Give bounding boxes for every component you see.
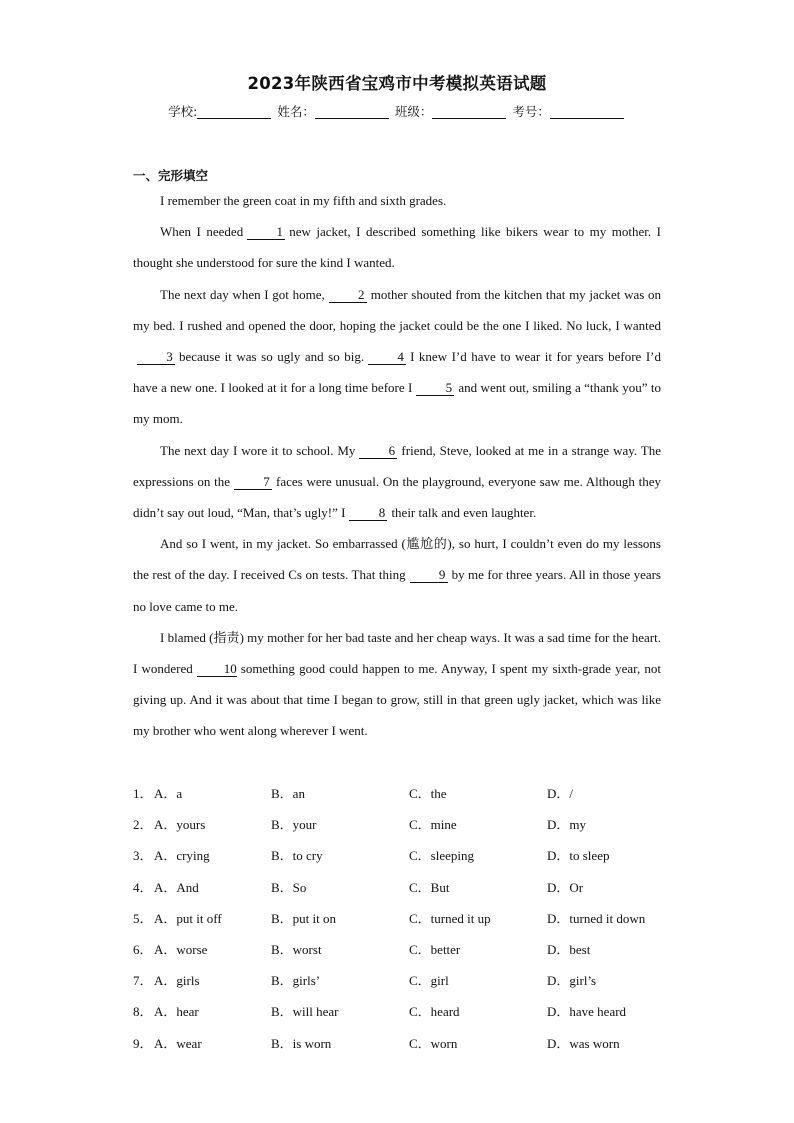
option-b: B．your (271, 817, 317, 833)
option-c: C．sleeping (409, 848, 474, 864)
name-label: 姓名： (277, 104, 315, 119)
question-row (133, 934, 693, 965)
page-title: 2023年陕西省宝鸡市中考模拟英语试题 (247, 74, 547, 93)
option-d: D．best (547, 941, 591, 957)
question-number: 9． (133, 1035, 153, 1051)
passage-text: When I needed (160, 224, 244, 240)
option-b: B．So (271, 879, 307, 895)
blank-5: 5 (416, 381, 454, 396)
passage-text: I knew I’d have to wear it for years before I’d have a new one. I looked at it for a long time before I (133, 349, 661, 396)
passage-text: And so I went, in my jacket. So embarrassed (尴尬的), so hurt, I couldn’t even do my lessons the rest of the day. I received Cs on tests. That thing (133, 536, 661, 583)
passage-text: because it was so ugly and so big. (179, 349, 365, 365)
option-b: B．is worn (271, 1035, 332, 1051)
option-a: A．wear (154, 1035, 202, 1051)
option-b: B．an (271, 786, 305, 801)
blank-1: 1 (247, 225, 285, 240)
option-d: D．have heard (547, 1004, 627, 1020)
question-row (133, 903, 693, 934)
blank-3: 3 (137, 350, 175, 365)
question-row (133, 996, 693, 1027)
option-a: A．worse (154, 941, 208, 957)
passage-text: I blamed (指责) my mother for her bad taste and her cheap ways. It was a sad time for the heart. I wondered (133, 629, 661, 677)
blank-2: 2 (329, 288, 367, 303)
school-blank (197, 105, 271, 119)
option-d: D．to sleep (547, 848, 610, 864)
question-number: 6． (133, 941, 153, 957)
option-b: B．put it on (271, 910, 337, 926)
passage-paragraph (133, 279, 661, 435)
passage-text: The next day I wore it to school. My (160, 442, 356, 458)
section-heading: 一、完形填空 (133, 168, 209, 183)
number-label: 考号： (512, 104, 550, 119)
passage-text: their talk and even laughter. (391, 505, 537, 521)
option-c: C．turned it up (409, 910, 491, 926)
question-number: 8． (133, 1004, 153, 1020)
option-c: C．girl (409, 973, 449, 989)
question-number: 5． (133, 910, 153, 926)
blank-8: 8 (349, 506, 387, 521)
blank-4: 4 (368, 350, 406, 365)
option-a: A．a (154, 786, 183, 801)
question-row (133, 778, 693, 809)
option-d: D．my (547, 817, 587, 833)
question-row (133, 872, 693, 903)
question-number: 7． (133, 973, 153, 989)
question-row (133, 840, 693, 871)
cloze-passage (133, 185, 661, 747)
passage-text: The next day when I got home, (160, 286, 325, 302)
class-label: 班级： (394, 104, 433, 119)
option-d: D．Or (547, 879, 584, 895)
passage-paragraph (133, 216, 661, 278)
question-row (133, 1028, 693, 1059)
passage-paragraph (133, 622, 661, 747)
question-number: 3． (133, 848, 153, 864)
question-options (133, 778, 693, 1059)
question-row (133, 965, 693, 996)
passage-text: new jacket, I described something like bikers wear to my mother. I thought she understood for sure the kind I wanted. (133, 224, 661, 271)
option-c: C．But (409, 879, 450, 895)
passage-text: I remember the green coat in my fifth and sixth grades. (160, 193, 447, 208)
passage-text: mother shouted from the kitchen that my jacket was on my bed. I rushed and opened the door, hoping the jacket could be the one I liked. No luck, I wanted (133, 286, 662, 333)
class-blank (432, 105, 506, 119)
option-a: A．put it off (154, 910, 222, 926)
option-c: C．mine (409, 817, 457, 833)
passage-paragraph (133, 435, 661, 529)
question-number: 4． (133, 879, 153, 895)
option-c: C．worn (409, 1035, 458, 1051)
passage-text: by me for three years. All in those years no love came to me. (133, 567, 661, 614)
question-number: 1． (133, 786, 153, 801)
option-a: A．girls (154, 973, 200, 989)
option-c: C．the (409, 786, 447, 801)
option-d: D．girl’s (547, 973, 597, 989)
option-a: A．crying (154, 848, 210, 864)
blank-7: 7 (234, 475, 272, 490)
option-b: B．to cry (271, 848, 323, 864)
passage-text: faces were unusual. On the playground, everyone saw me. Although they didn’t say out loud, “Man, that’s ugly!” I (133, 473, 661, 521)
passage-paragraph (133, 528, 661, 622)
option-a: A．yours (154, 817, 206, 833)
passage-text: and went out, smiling a “thank you” to my mom. (133, 380, 661, 427)
option-d: D．was worn (547, 1035, 620, 1051)
blank-10: 10 (197, 662, 237, 677)
option-c: C．better (409, 941, 461, 957)
option-b: B．will hear (271, 1004, 339, 1020)
passage-paragraph (133, 185, 661, 216)
name-blank (315, 105, 389, 119)
student-info-line (0, 102, 794, 120)
question-number: 2． (133, 817, 153, 833)
option-b: B．girls’ (271, 973, 321, 989)
blank-6: 6 (359, 444, 397, 459)
school-label: 学校: (168, 104, 198, 119)
passage-text: something good could happen to me. Anyway, I spent my sixth-grade year, not giving up. And it was about that time I began to grow, still in that green ugly jacket, which was like my brother who went along wherever I went. (133, 661, 661, 739)
question-row (133, 809, 693, 840)
passage-text: friend, Steve, looked at me in a strange way. The expressions on the (133, 442, 661, 489)
number-blank (550, 105, 624, 119)
option-a: A．And (154, 879, 199, 895)
option-b: B．worst (271, 941, 322, 957)
option-a: A．hear (154, 1004, 199, 1020)
blank-9: 9 (410, 568, 448, 583)
option-d: D．/ (547, 786, 574, 801)
option-c: C．heard (409, 1004, 460, 1020)
option-d: D．turned it down (547, 910, 646, 926)
